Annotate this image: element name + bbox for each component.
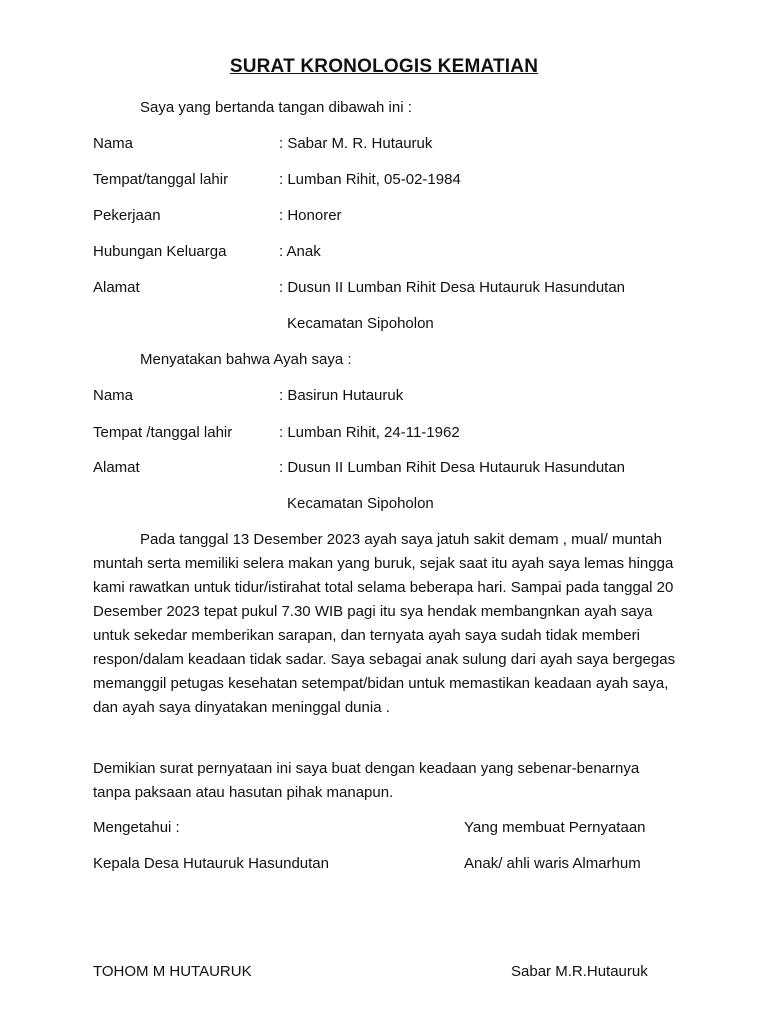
deceased-name-label: Nama [93,387,134,404]
signer-relation-value: : Anak [279,243,321,260]
declarant-heading: Yang membuat Pernyataan [464,819,646,836]
declarant-role: Anak/ ahli waris Almarhum [464,855,641,872]
deceased-address-value: : Dusun II Lumban Rihit Desa Hutauruk Hasundutan [279,459,626,476]
chronology-paragraph: Pada tanggal 13 Desember 2023 ayah saya jatuh sakit demam , mual/ muntah muntah serta memiliki selera makan yang buruk, sejak saat itu ayah saya lemas hingga kami rawatkan untuk tidur/istirahat total selama beberapa hari. Sampai pada tanggal 20 Desember 2023 tepat pukul 7.30 WIB pagi itu sya hendak membangnkan ayah saya untuk sekedar memberikan sarapan, dan ternyata ayah saya sudah tidak memberi respon/dalam keadaan tidak sadar. Saya sebagai anak sulung dari ayah saya bergegas memanggil petugas kesehatan setempat/bidan untuk memastikan keadaan ayah saya, dan ayah saya dinyatakan meninggal dunia . [93,531,676,716]
signer-address-continuation: Kecamatan Sipoholon [287,315,434,332]
intro-text: Saya yang bertanda tangan dibawah ini : [140,99,412,116]
statement-intro: Menyatakan bahwa Ayah saya : [140,351,352,368]
deceased-birth-value: : Lumban Rihit, 24-11-1962 [279,424,460,441]
signer-address-label: Alamat [93,279,140,296]
village-head-name: TOHOM M HUTAURUK [93,963,252,980]
signer-name-label: Nama [93,135,134,152]
deceased-birth-label: Tempat /tanggal lahir [93,424,233,441]
deceased-name-value: : Basirun Hutauruk [279,387,404,404]
letter-title: SURAT KRONOLOGIS KEMATIAN [229,56,539,77]
signer-job-value: : Honorer [279,207,342,224]
declarant-name: Sabar M.R.Hutauruk [511,963,648,980]
signer-job-label: Pekerjaan [93,207,161,224]
signer-birth-value: : Lumban Rihit, 05-02-1984 [279,171,461,188]
signer-name-value: : Sabar M. R. Hutauruk [279,135,433,152]
signer-birth-label: Tempat/tanggal lahir [93,171,229,188]
village-head-role: Kepala Desa Hutauruk Hasundutan [93,855,329,872]
deceased-address-label: Alamat [93,459,140,476]
closing-paragraph: Demikian surat pernyataan ini saya buat dengan keadaan yang sebenar-benarnya tanpa paksaan atau hasutan pihak manapun. [93,760,640,801]
acknowledged-heading: Mengetahui : [93,819,180,836]
signer-relation-label: Hubungan Keluarga [93,243,227,260]
deceased-address-continuation: Kecamatan Sipoholon [287,495,434,512]
signer-address-value: : Dusun II Lumban Rihit Desa Hutauruk Hasundutan [279,279,626,296]
